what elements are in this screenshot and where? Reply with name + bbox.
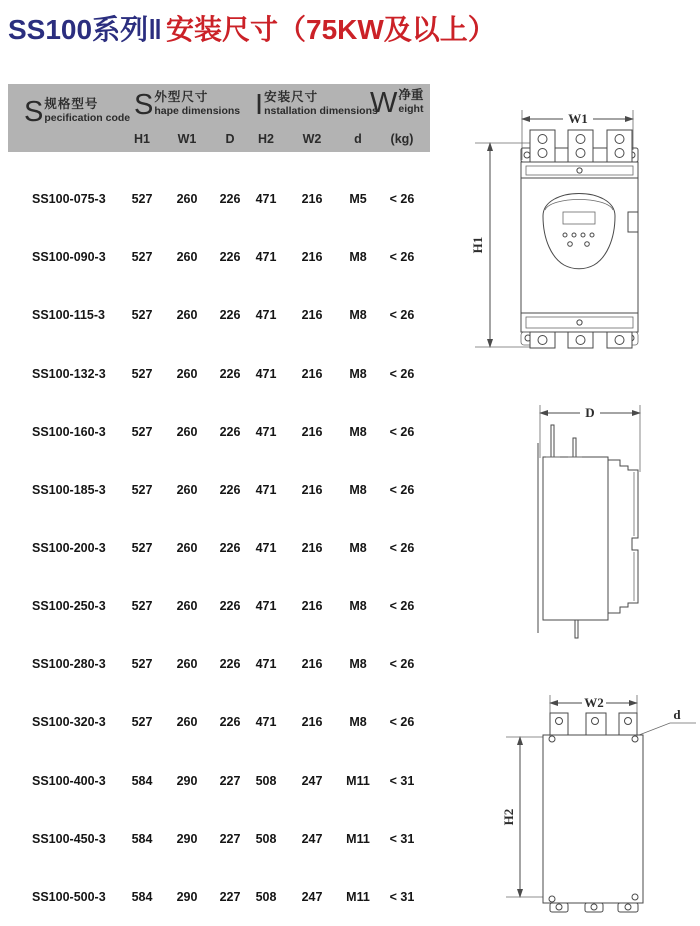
mount-hole-label: d (673, 707, 681, 722)
mount-width-label: W2 (584, 695, 604, 710)
d-cell: 226 (219, 541, 241, 556)
w1-cell: 260 (176, 482, 198, 497)
w2-cell: 216 (301, 250, 323, 265)
header-en-label: eight (398, 102, 424, 115)
h2-cell: 471 (255, 308, 277, 323)
header-big-letter: S (134, 89, 154, 122)
table-row (8, 461, 430, 519)
w1-cell: 260 (176, 715, 198, 730)
w2-cell: 216 (301, 715, 323, 730)
subcol-d: D (225, 132, 235, 146)
w1-cell: 260 (176, 599, 198, 614)
header-cn-label: 净重 (398, 88, 424, 102)
h2-cell: 471 (255, 424, 277, 439)
d-cell: 227 (219, 889, 241, 904)
d-cell: 227 (219, 773, 241, 788)
subcol-h1: H1 (134, 132, 150, 146)
weight-cell: < 26 (389, 424, 415, 439)
table-row (8, 810, 430, 868)
w1-cell: 260 (176, 657, 198, 672)
w2-cell: 216 (301, 482, 323, 497)
h2-cell: 508 (255, 773, 277, 788)
weight-cell: < 26 (389, 250, 415, 265)
header-en-label: hape dimensions (154, 104, 241, 117)
header-big-letter: I (255, 89, 264, 122)
d-cell: 226 (219, 192, 241, 207)
h1-cell: 584 (131, 889, 153, 904)
d-cell: 226 (219, 599, 241, 614)
w2-cell: 216 (301, 541, 323, 556)
weight-cell: < 31 (389, 889, 415, 904)
spec-code-cell: SS100-185-3 (32, 482, 106, 497)
subcol-w2: W2 (302, 132, 322, 146)
spec-code-cell: SS100-132-3 (32, 366, 106, 381)
weight-cell: < 31 (389, 773, 415, 788)
mounting-view-drawing (498, 688, 700, 926)
w1-cell: 260 (176, 308, 198, 323)
subcol-screw: d (354, 132, 362, 146)
weight-cell: < 31 (389, 831, 415, 846)
w2-cell: 216 (301, 366, 323, 381)
title-series: SS100系列‖ (8, 14, 163, 45)
weight-cell: < 26 (389, 308, 415, 323)
table-row (8, 577, 430, 635)
spec-code-cell: SS100-160-3 (32, 424, 106, 439)
h1-cell: 527 (131, 715, 153, 730)
spec-code-cell: SS100-200-3 (32, 541, 106, 556)
table-body (8, 170, 430, 926)
h1-cell: 527 (131, 366, 153, 381)
spec-code-cell: SS100-320-3 (32, 715, 106, 730)
h1-cell: 527 (131, 599, 153, 614)
h1-cell: 527 (131, 424, 153, 439)
header-cn-label: 安装尺寸 (264, 90, 319, 104)
header-en-label: nstallation dimensions (264, 104, 378, 117)
table-row (8, 170, 430, 228)
w2-cell: 216 (301, 424, 323, 439)
subcol-w1: W1 (177, 132, 197, 146)
h2-cell: 471 (255, 657, 277, 672)
w2-cell: 216 (301, 308, 323, 323)
spec-code-cell: SS100-075-3 (32, 192, 106, 207)
screw-cell: M8 (349, 715, 367, 730)
spec-code-cell: SS100-400-3 (32, 773, 106, 788)
h1-cell: 584 (131, 831, 153, 846)
weight-cell: < 26 (389, 599, 415, 614)
h2-cell: 471 (255, 192, 277, 207)
table-header (8, 84, 430, 152)
h1-cell: 527 (131, 250, 153, 265)
spec-code-cell: SS100-450-3 (32, 831, 106, 846)
screw-cell: M8 (349, 250, 367, 265)
mount-height-label: H2 (501, 808, 516, 826)
table-row (8, 519, 430, 577)
screw-cell: M8 (349, 424, 367, 439)
header-subcolumns (8, 132, 430, 148)
front-width-label: W1 (568, 111, 588, 126)
table-row (8, 635, 430, 693)
title-section: 安装尺寸（75KW及以上） (166, 14, 496, 45)
table-row (8, 752, 430, 810)
h1-cell: 527 (131, 308, 153, 323)
h1-cell: 584 (131, 773, 153, 788)
header-weight (370, 87, 424, 120)
d-cell: 226 (219, 715, 241, 730)
w1-cell: 290 (176, 889, 198, 904)
w1-cell: 260 (176, 424, 198, 439)
table-row (8, 693, 430, 751)
h2-cell: 471 (255, 250, 277, 265)
screw-cell: M8 (349, 657, 367, 672)
header-en-label: pecification code (44, 111, 131, 124)
w2-cell: 247 (301, 831, 323, 846)
screw-cell: M8 (349, 482, 367, 497)
header-cn-label: 规格型号 (44, 97, 99, 111)
table-row (8, 228, 430, 286)
table-row (8, 403, 430, 461)
h2-cell: 508 (255, 889, 277, 904)
d-cell: 226 (219, 482, 241, 497)
front-height-label: H1 (470, 236, 485, 254)
d-cell: 227 (219, 831, 241, 846)
spec-code-cell: SS100-250-3 (32, 599, 106, 614)
subcol-h2: H2 (258, 132, 274, 146)
table-row (8, 344, 430, 402)
weight-cell: < 26 (389, 541, 415, 556)
h2-cell: 471 (255, 715, 277, 730)
h2-cell: 471 (255, 541, 277, 556)
header-big-letter: W (370, 87, 398, 120)
d-cell: 226 (219, 250, 241, 265)
h1-cell: 527 (131, 482, 153, 497)
side-view-drawing (518, 398, 663, 648)
w2-cell: 216 (301, 192, 323, 207)
screw-cell: M8 (349, 599, 367, 614)
weight-cell: < 26 (389, 715, 415, 730)
h2-cell: 508 (255, 831, 277, 846)
header-specification-code (24, 96, 131, 129)
h1-cell: 527 (131, 541, 153, 556)
side-depth-label: D (585, 405, 595, 420)
screw-cell: M5 (349, 192, 367, 207)
screw-cell: M11 (346, 831, 370, 846)
w1-cell: 260 (176, 366, 198, 381)
d-cell: 226 (219, 657, 241, 672)
d-cell: 226 (219, 366, 241, 381)
d-cell: 226 (219, 424, 241, 439)
screw-cell: M11 (346, 773, 370, 788)
screw-cell: M8 (349, 366, 367, 381)
spec-code-cell: SS100-280-3 (32, 657, 106, 672)
spec-code-cell: SS100-500-3 (32, 889, 106, 904)
screw-cell: M8 (349, 541, 367, 556)
h1-cell: 527 (131, 657, 153, 672)
h2-cell: 471 (255, 366, 277, 381)
weight-cell: < 26 (389, 366, 415, 381)
header-shape-dimensions (134, 89, 241, 122)
w2-cell: 247 (301, 773, 323, 788)
screw-cell: M11 (346, 889, 370, 904)
table-row (8, 286, 430, 344)
d-cell: 226 (219, 308, 241, 323)
screw-cell: M8 (349, 308, 367, 323)
w1-cell: 260 (176, 541, 198, 556)
subcol-unit: (kg) (390, 132, 414, 146)
h2-cell: 471 (255, 482, 277, 497)
spec-code-cell: SS100-115-3 (32, 308, 105, 323)
w2-cell: 247 (301, 889, 323, 904)
table-row (8, 868, 430, 926)
w1-cell: 290 (176, 773, 198, 788)
weight-cell: < 26 (389, 657, 415, 672)
h2-cell: 471 (255, 599, 277, 614)
spec-code-cell: SS100-090-3 (32, 250, 106, 265)
w2-cell: 216 (301, 599, 323, 614)
front-view-drawing (455, 88, 685, 360)
w2-cell: 216 (301, 657, 323, 672)
w1-cell: 260 (176, 250, 198, 265)
page-title (8, 8, 496, 48)
header-cn-label: 外型尺寸 (154, 90, 209, 104)
weight-cell: < 26 (389, 192, 415, 207)
header-installation-dimensions (255, 89, 378, 122)
weight-cell: < 26 (389, 482, 415, 497)
h1-cell: 527 (131, 192, 153, 207)
header-big-letter: S (24, 96, 44, 129)
w1-cell: 260 (176, 192, 198, 207)
w1-cell: 290 (176, 831, 198, 846)
